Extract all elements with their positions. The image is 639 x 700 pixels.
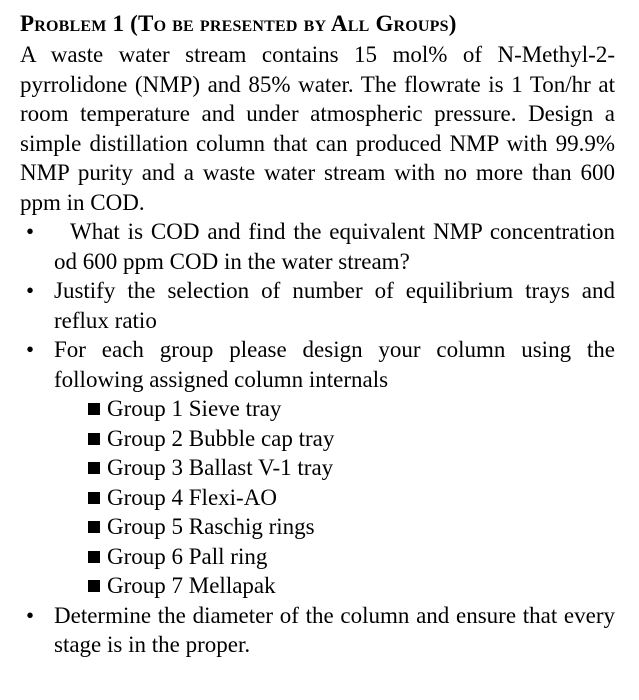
bullet-icon: • bbox=[26, 278, 35, 303]
group-text: Group 7 Mellapak bbox=[107, 573, 276, 598]
square-bullet-icon bbox=[88, 492, 100, 504]
task-item bbox=[20, 335, 615, 601]
problem-title: Problem 1 (To be presented by All Groups) bbox=[20, 11, 457, 36]
square-bullet-icon bbox=[88, 462, 100, 474]
square-bullet-icon bbox=[88, 433, 100, 445]
group-list bbox=[54, 394, 615, 601]
square-bullet-icon bbox=[88, 551, 100, 563]
task-text: Justify the selection of number of equilibrium trays and reflux ratio bbox=[54, 278, 615, 333]
bullet-icon: • bbox=[26, 602, 35, 628]
problem-intro: A waste water stream contains 15 mol% of N-Methyl-2-pyrrolidone (NMP) and 85% water. The flowrate is 1 Ton/hr at room temperature and under atmospheric pressure. Design a simple distillation column that can produced NMP with 99.9% NMP purity and a waste water stream with no more than 600 ppm in COD. bbox=[20, 42, 615, 215]
task-text: What is COD and find the equivalent NMP concentration od 600 ppm COD in the water stream? bbox=[54, 219, 615, 274]
task-item bbox=[20, 276, 615, 335]
group-text: Group 3 Ballast V-1 tray bbox=[107, 455, 334, 480]
square-bullet-icon bbox=[88, 580, 100, 592]
task-item bbox=[20, 217, 615, 276]
group-text: Group 6 Pall ring bbox=[107, 543, 268, 569]
group-text: Group 5 Raschig rings bbox=[107, 514, 315, 539]
group-item bbox=[54, 394, 615, 424]
group-item bbox=[54, 571, 615, 601]
task-text: For each group please design your column using the following assigned column internals bbox=[54, 337, 615, 392]
task-item bbox=[20, 601, 615, 660]
group-item bbox=[54, 424, 615, 454]
bullet-icon: • bbox=[26, 219, 35, 244]
group-item bbox=[54, 542, 615, 572]
group-text: Group 2 Bubble cap tray bbox=[107, 425, 335, 451]
task-text: Determine the diameter of the column and ensure that every stage is in the proper. bbox=[54, 602, 615, 657]
square-bullet-icon bbox=[88, 521, 100, 533]
group-text: Group 1 Sieve tray bbox=[107, 396, 282, 421]
group-text: Group 4 Flexi-AO bbox=[107, 484, 277, 510]
square-bullet-icon bbox=[88, 403, 100, 415]
task-list bbox=[20, 217, 615, 660]
group-item bbox=[54, 512, 615, 542]
bullet-icon: • bbox=[26, 337, 35, 362]
group-item bbox=[54, 483, 615, 513]
group-item bbox=[54, 453, 615, 483]
